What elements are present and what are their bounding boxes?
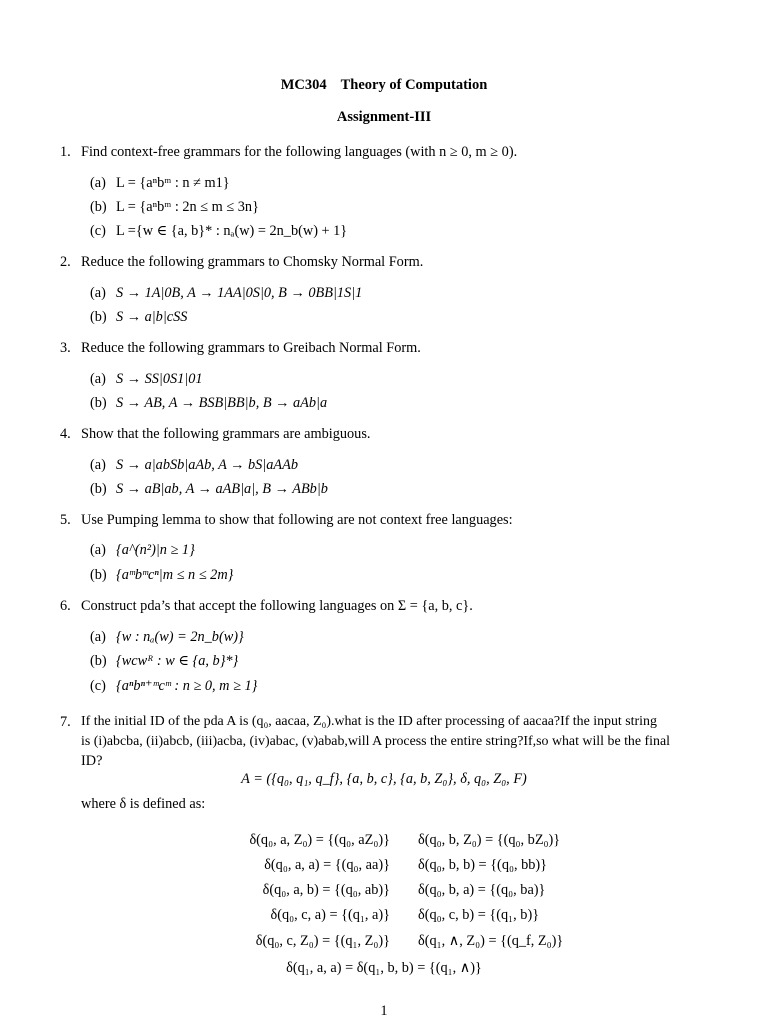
delta-row-5-left: δ(q₀, c, Z₀) = {(q₁, Z₀)} [255, 933, 390, 949]
assignment-title: Assignment-III [336, 109, 432, 125]
question-2b-text: S → a|b|cSS [116, 309, 188, 325]
question-6c-text: {aⁿbⁿ⁺ᵐcᵐ : n ≥ 0, m ≥ 1} [116, 678, 258, 694]
question-5a-text: {a^(n²)|n ≥ 1} [116, 542, 195, 558]
question-6b: (b) {wcwᴿ : w ∈ {a, b}*} [90, 653, 239, 669]
delta-row-6: δ(q₁, a, a) = δ(q₁, b, b) = {(q₁, ∧)} [286, 960, 482, 976]
question-1b-text: L = {aⁿbᵐ : 2n ≤ m ≤ 3n} [116, 199, 259, 215]
delta-row-2-right: δ(q₀, b, b) = {(q₀, bb)} [418, 857, 548, 873]
delta-row-1-right: δ(q₀, b, Z₀) = {(q₀, bZ₀)} [418, 832, 561, 848]
page-number: 1 [380, 1003, 388, 1019]
question-7-line2: is (i)abcba, (ii)abcb, (iii)acba, (iv)abac, (v)abab,will A process the entire string?If,so what will be the final [81, 734, 670, 749]
question-4-number: 4. [60, 426, 71, 442]
question-7-line3: ID? [81, 753, 103, 769]
question-7-line1: If the initial ID of the pda A is (q₀, aacaa, Z₀).what is the ID after processing of aacaa?If the input string [81, 714, 657, 729]
question-2a-text: S → 1A|0B, A → 1AA|0S|0, B → 0BB|1S|1 [116, 285, 363, 301]
delta-row-2-left: δ(q₀, a, a) = {(q₀, aa)} [264, 857, 390, 873]
question-1c-text: L ={w ∈ {a, b}* : nₐ(w) = 2n_b(w) + 1} [116, 223, 348, 239]
delta-row-4-left: δ(q₀, c, a) = {(q₁, a)} [270, 907, 390, 923]
question-3-number: 3. [60, 340, 71, 356]
question-6a-text: {w : nₐ(w) = 2n_b(w)} [116, 629, 244, 645]
question-1a: (a) L = {aⁿbᵐ : n ≠ m1} [90, 175, 230, 191]
question-5b: (b) {aᵐbᵐcⁿ|m ≤ n ≤ 2m} [90, 567, 234, 583]
question-3-text: Reduce the following grammars to Greibach Normal Form. [81, 340, 421, 356]
question-3a: (a) S → SS|0S1|01 [90, 371, 203, 387]
question-5b-text: {aᵐbᵐcⁿ|m ≤ n ≤ 2m} [116, 567, 234, 583]
question-4b: (b) S → aB|ab, A → aAB|a|, B → ABb|b [90, 481, 328, 497]
delta-intro: where δ is defined as: [81, 796, 206, 812]
delta-row-3-left: δ(q₀, a, b) = {(q₀, ab)} [262, 882, 390, 898]
delta-row-3-right: δ(q₀, b, a) = {(q₀, ba)} [418, 882, 546, 898]
question-1c: (c) L ={w ∈ {a, b}* : nₐ(w) = 2n_b(w) + 1} [90, 223, 348, 239]
question-3a-text: S → SS|0S1|01 [116, 371, 203, 387]
page-title [0, 77, 768, 94]
question-1b: (b) L = {aⁿbᵐ : 2n ≤ m ≤ 3n} [90, 199, 259, 215]
question-6-number: 6. [60, 598, 71, 614]
question-6c: (c) {aⁿbⁿ⁺ᵐcᵐ : n ≥ 0, m ≥ 1} [90, 678, 258, 694]
automaton-definition [0, 771, 768, 788]
question-6b-text: {wcwᴿ : w ∈ {a, b}*} [116, 653, 239, 669]
delta-row-1-left: δ(q₀, a, Z₀) = {(q₀, aZ₀)} [249, 832, 390, 848]
delta-row-5-right: δ(q₁, ∧, Z₀) = {(q_f, Z₀)} [418, 933, 564, 949]
question-4b-text: S → aB|ab, A → aAB|a|, B → ABb|b [116, 481, 328, 497]
question-4a-text: S → a|abSb|aAb, A → bS|aAAb [116, 457, 299, 473]
question-4-text: Show that the following grammars are ambiguous. [81, 426, 371, 442]
question-5a: (a) {a^(n²)|n ≥ 1} [90, 542, 195, 558]
course-code: MC304 [280, 77, 327, 93]
question-2-number: 2. [60, 254, 71, 270]
question-3b: (b) S → AB, A → BSB|BB|b, B → aAb|a [90, 395, 328, 411]
question-2b: (b) S → a|b|cSS [90, 309, 188, 325]
question-4a: (a) S → a|abSb|aAb, A → bS|aAAb [90, 457, 299, 473]
question-6-text: Construct pda’s that accept the following languages on Σ = {a, b, c}. [81, 598, 473, 614]
question-1a-text: L = {aⁿbᵐ : n ≠ m1} [116, 175, 230, 191]
question-7-number: 7. [60, 714, 71, 730]
question-3b-text: S → AB, A → BSB|BB|b, B → aAb|a [116, 395, 328, 411]
question-2-text: Reduce the following grammars to Chomsky Normal Form. [81, 254, 424, 270]
question-2a: (a) S → 1A|0B, A → 1AA|0S|0, B → 0BB|1S|1 [90, 285, 363, 301]
question-5-text: Use Pumping lemma to show that following are not context free languages: [81, 512, 513, 528]
question-6a: (a) {w : nₐ(w) = 2n_b(w)} [90, 629, 244, 645]
question-1-number: 1. [60, 144, 71, 160]
automaton-definition-text: A = ({q₀, q₁, q_f}, {a, b, c}, {a, b, Z₀}, δ, q₀, Z₀, F) [241, 771, 527, 787]
delta-row-4-right: δ(q₀, c, b) = {(q₁, b)} [418, 907, 540, 923]
question-1-text: Find context-free grammars for the following languages (with n ≥ 0, m ≥ 0). [81, 144, 518, 160]
question-5-number: 5. [60, 512, 71, 528]
course-title: Theory of Computation [340, 77, 488, 93]
